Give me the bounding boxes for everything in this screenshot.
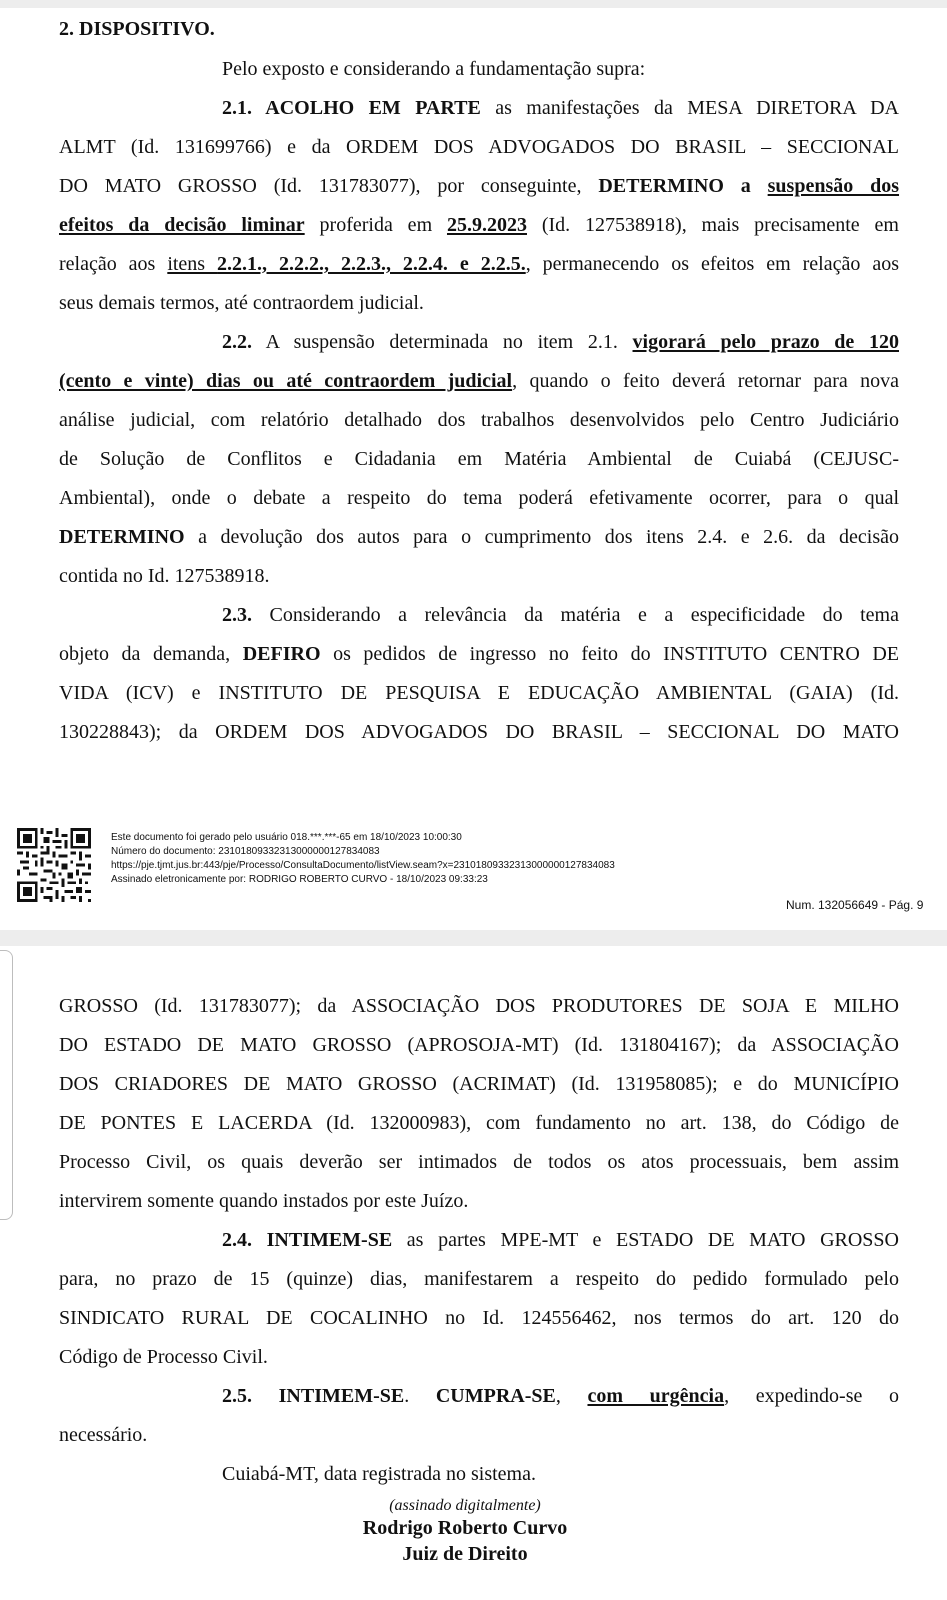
judge-title: Juiz de Direito	[402, 1543, 528, 1565]
item-2-3-line-1: 2.3. Considerando a relevância da matéria e a especificidade do tema	[222, 604, 899, 626]
item-2-3-cont-line-5: Processo Civil, os quais deverão ser intimados de todos os atos processuais, bem assim	[59, 1151, 899, 1173]
item-2-1-line-4: efeitos da decisão liminar proferida em 25.9.2023 (Id. 127538918), mais precisamente em	[59, 214, 899, 236]
place-and-date: Cuiabá-MT, data registrada no sistema.	[222, 1463, 536, 1485]
item-2-2-line-2: (cento e vinte) dias ou até contraordem judicial, quando o feito deverá retornar para nova	[59, 370, 899, 392]
item-2-5-line-1: 2.5. INTIMEM-SE. CUMPRA-SE, com urgência, expedindo-se o	[222, 1385, 899, 1407]
footer-generated-by: Este documento foi gerado pelo usuário 018.***.***-65 em 18/10/2023 10:00:30	[111, 832, 462, 843]
item-2-5-line-2: necessário.	[59, 1424, 148, 1446]
item-2-1-line-6: seus demais termos, até contraordem judicial.	[59, 292, 424, 314]
item-2-3-cont-line-3: DOS CRIADORES DE MATO GROSSO (ACRIMAT) (Id. 131958085); e do MUNICÍPIO	[59, 1073, 899, 1095]
item-2-2-line-1: 2.2. A suspensão determinada no item 2.1. vigorará pelo prazo de 120	[222, 331, 899, 353]
item-2-3-line-2: objeto da demanda, DEFIRO os pedidos de ingresso no feito do INSTITUTO CENTRO DE	[59, 643, 899, 665]
item-2-2-line-3: análise judicial, com relatório detalhado dos trabalhos desenvolvidos pelo Centro Judiciário	[59, 409, 899, 431]
item-2-4-line-4: Código de Processo Civil.	[59, 1346, 268, 1368]
item-2-3-cont-line-2: DO ESTADO DE MATO GROSSO (APROSOJA-MT) (Id. 131804167); da ASSOCIAÇÃO	[59, 1034, 899, 1056]
item-2-2-line-4: de Solução de Conflitos e Cidadania em Matéria Ambiental de Cuiabá (CEJUSC-	[59, 448, 899, 470]
item-2-2-line-5: Ambiental), onde o debate a respeito do tema poderá efetivamente ocorrer, para o qual	[59, 487, 899, 509]
item-2-4-line-2: para, no prazo de 15 (quinze) dias, manifestarem a respeito do pedido formulado pelo	[59, 1268, 899, 1290]
item-2-3-cont-line-1: GROSSO (Id. 131783077); da ASSOCIAÇÃO DOS PRODUTORES DE SOJA E MILHO	[59, 995, 899, 1017]
item-2-2-line-7: contida no Id. 127538918.	[59, 565, 270, 587]
footer-document-number: Número do documento: 23101809332313000000127834083	[111, 846, 380, 857]
page-number: Num. 132056649 - Pág. 9	[786, 898, 924, 912]
item-2-3-line-4: 130228843); da ORDEM DOS ADVOGADOS DO BRASIL – SECCIONAL DO MATO	[59, 721, 899, 743]
page-edge	[0, 950, 13, 1220]
item-2-2-line-6: DETERMINO a devolução dos autos para o cumprimento dos itens 2.4. e 2.6. da decisão	[59, 526, 899, 548]
judge-name: Rodrigo Roberto Curvo	[362, 1517, 568, 1539]
signed-digitally: (assinado digitalmente)	[389, 1497, 541, 1514]
qr-code-icon	[17, 828, 91, 902]
item-2-4-line-1: 2.4. INTIMEM-SE as partes MPE-MT e ESTADO DE MATO GROSSO	[222, 1229, 899, 1251]
item-2-1-line-2: ALMT (Id. 131699766) e da ORDEM DOS ADVOGADOS DO BRASIL – SECCIONAL	[59, 136, 899, 158]
section-heading: 2. DISPOSITIVO.	[59, 18, 215, 40]
item-2-1-line-3: DO MATO GROSSO (Id. 131783077), por conseguinte, DETERMINO a suspensão dos	[59, 175, 900, 197]
intro-paragraph: Pelo exposto e considerando a fundamentação supra:	[222, 58, 646, 80]
footer-signed-by: Assinado eletronicamente por: RODRIGO ROBERTO CURVO - 18/10/2023 09:33:23	[111, 874, 488, 885]
footer-document-url[interactable]: https://pje.tjmt.jus.br:443/pje/Processo/ConsultaDocumento/listView.seam?x=23101809332313000000127834083	[111, 860, 615, 871]
item-2-3-line-3: VIDA (ICV) e INSTITUTO DE PESQUISA E EDUCAÇÃO AMBIENTAL (GAIA) (Id.	[59, 682, 899, 704]
item-2-4-line-3: SINDICATO RURAL DE COCALINHO no Id. 124556462, nos termos do art. 120 do	[59, 1307, 899, 1329]
item-2-3-cont-line-6: intervirem somente quando instados por este Juízo.	[59, 1190, 469, 1212]
item-2-3-cont-line-4: DE PONTES E LACERDA (Id. 132000983), com fundamento no art. 138, do Código de	[59, 1112, 899, 1134]
item-2-1-line-1: 2.1. ACOLHO EM PARTE as manifestações da MESA DIRETORA DA	[222, 97, 900, 119]
item-2-1-line-5: relação aos itens 2.2.1., 2.2.2., 2.2.3., 2.2.4. e 2.2.5., permanecendo os efeitos em relação aos	[59, 253, 899, 275]
